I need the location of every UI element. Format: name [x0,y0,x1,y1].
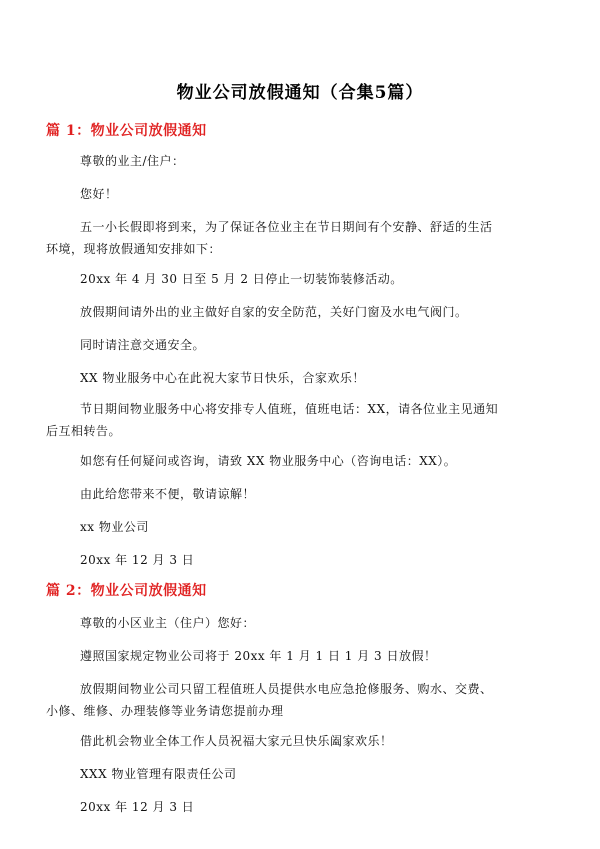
service-line-2: 小修、维修、办理装修等业务请您提前办理 [46,704,284,718]
duty-paragraph [46,398,520,442]
signature-company: xx 物业公司 [80,520,149,534]
traffic-notice: 同时请注意交通安全。 [80,338,206,352]
apology: 由此给您带来不便，敬请谅解！ [80,487,256,501]
service-paragraph [46,678,520,722]
holiday-schedule: 遵照国家规定物业公司将于 20xx 年 1 月 1 日 1 月 3 日放假！ [80,649,437,663]
greeting: 您好！ [80,187,118,201]
intro-line-1: 五一小长假即将到来，为了保证各位业主在节日期间有个安静、舒适的生活 [80,220,493,234]
salutation: 尊敬的业主/住户： [80,154,185,168]
duty-line-1: 节日期间物业服务中心将安排专人值班，值班电话：XX，请各位业主见通知 [80,402,499,416]
signature-date-2: 20xx 年 12 月 3 日 [80,800,195,814]
intro-paragraph [46,216,520,260]
signature-company-2: XXX 物业管理有限责任公司 [80,767,237,781]
section-heading-2: 篇 2：物业公司放假通知 [46,583,207,599]
page-title: 物业公司放假通知（合集5篇） [176,83,424,103]
holiday-wishes: XX 物业服务中心在此祝大家节日快乐，合家欢乐！ [80,371,365,385]
notice-dates: 20xx 年 4 月 30 日至 5 月 2 日停止一切装饰装修活动。 [80,272,403,286]
inquiry-notice: 如您有任何疑问或咨询，请致 XX 物业服务中心（咨询电话：XX）。 [80,454,457,468]
new-year-wishes: 借此机会物业全体工作人员祝福大家元旦快乐阖家欢乐！ [80,734,393,748]
duty-line-2: 后互相转告。 [46,424,122,438]
signature-date: 20xx 年 12 月 3 日 [80,553,195,567]
salutation-2: 尊敬的小区业主（住户）您好： [80,616,256,630]
service-line-1: 放假期间物业公司只留工程值班人员提供水电应急抢修服务、购水、交费、 [80,682,493,696]
safety-notice: 放假期间请外出的业主做好自家的安全防范，关好门窗及水电气阀门。 [80,305,468,319]
intro-line-2: 环境，现将放假通知安排如下： [46,242,222,256]
section-heading-1: 篇 1：物业公司放假通知 [46,123,207,139]
